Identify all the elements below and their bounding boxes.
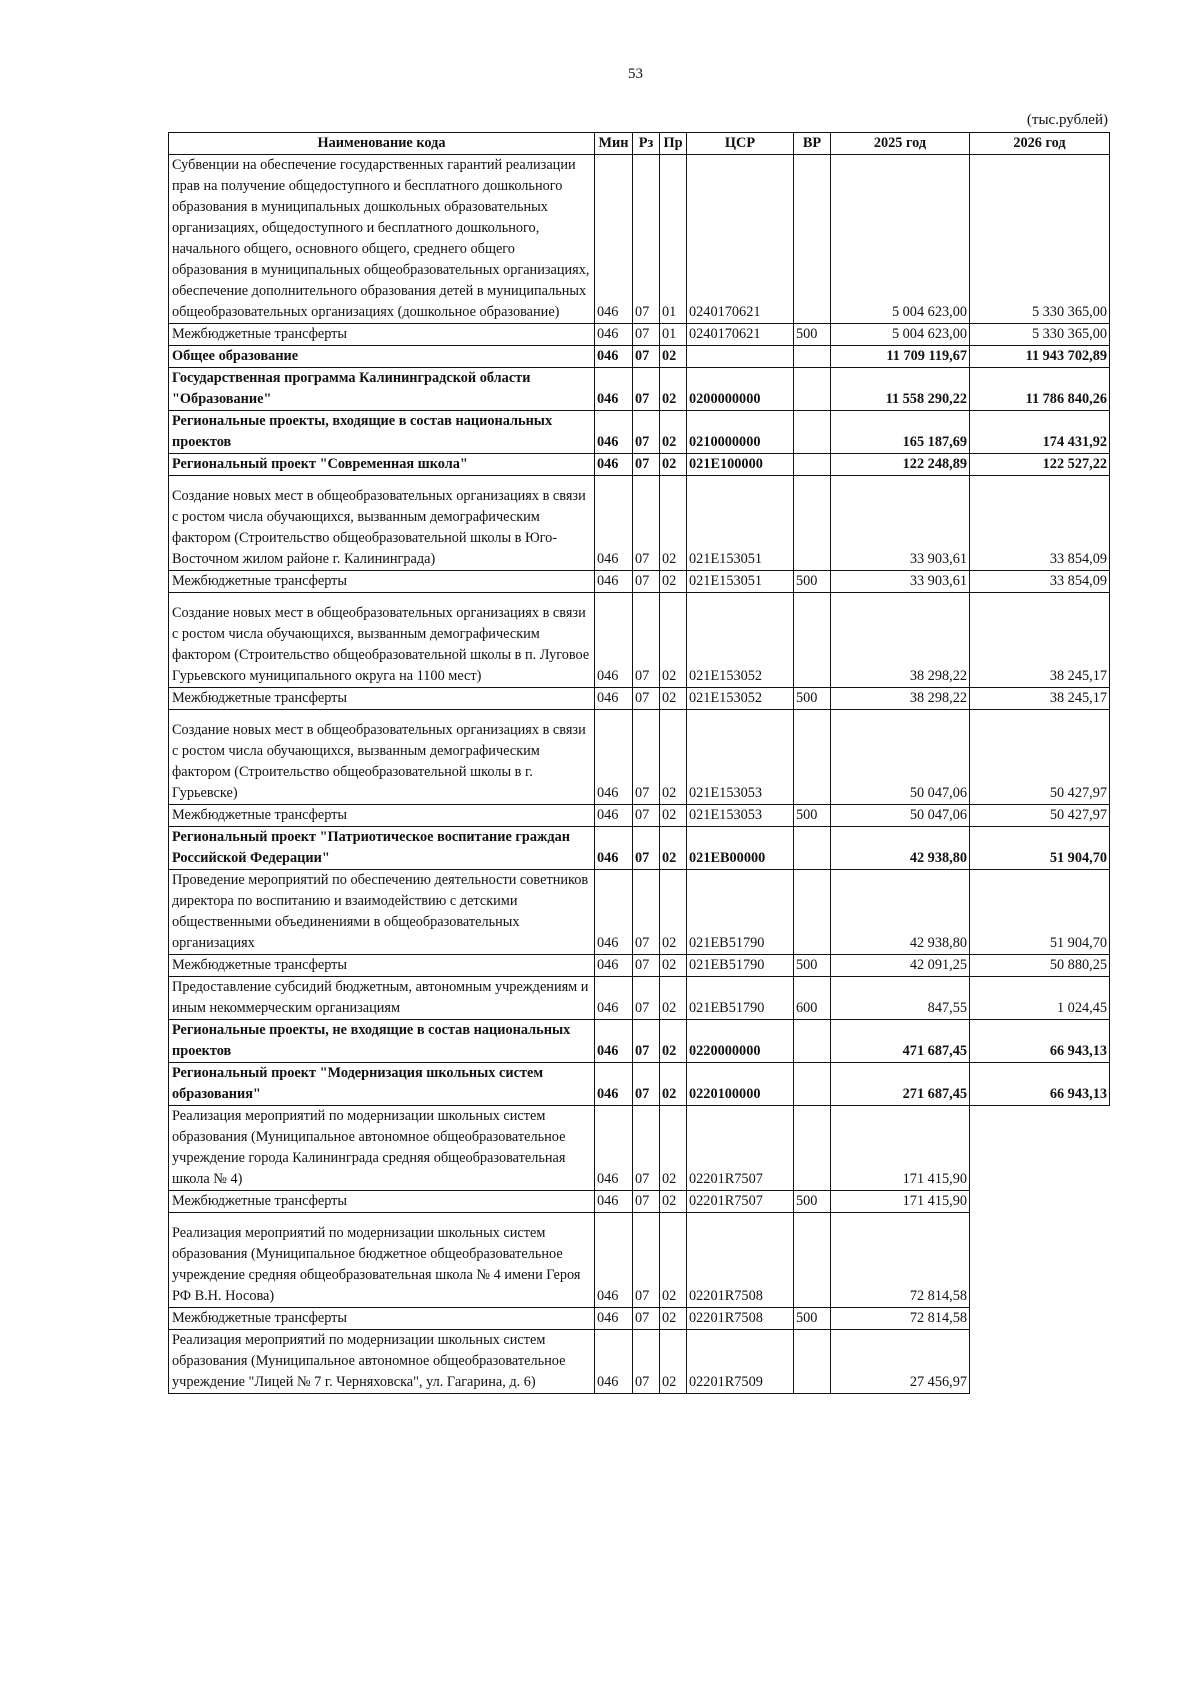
cell-pr: 02: [660, 454, 687, 476]
cell-name: Реализация мероприятий по модернизации школьных систем образования (Муниципальное автономное общеобразовательное учреждение "Лицей № 7 г. Черняховска", ул. Гагарина, д. 6): [169, 1330, 595, 1394]
cell-y2026: 33 854,09: [970, 476, 1110, 571]
cell-csr: 021Е153051: [687, 476, 794, 571]
table-row: [169, 454, 1110, 476]
cell-min: 046: [595, 476, 633, 571]
cell-y2025: 42 091,25: [831, 955, 970, 977]
cell-name: Общее образование: [169, 346, 595, 368]
cell-pr: 02: [660, 593, 687, 688]
header-vr: ВР: [794, 133, 831, 155]
table-row: [169, 368, 1110, 411]
cell-pr: 02: [660, 805, 687, 827]
cell-min: 046: [595, 1020, 633, 1063]
header-rz: Рз: [633, 133, 660, 155]
table-row: [169, 324, 1110, 346]
cell-pr: 02: [660, 571, 687, 593]
cell-vr: [794, 1106, 831, 1191]
cell-y2025: 38 298,22: [831, 688, 970, 710]
cell-name: Создание новых мест в общеобразовательных организациях в связи с ростом числа обучающихся, вызванным демографическим фактором (Строительство общеобразовательной школы в г. Гурьевске): [169, 710, 595, 805]
budget-table: [168, 132, 1110, 1394]
cell-y2025: 171 415,90: [831, 1191, 970, 1213]
table-row: [169, 1106, 1110, 1191]
cell-y2025: 42 938,80: [831, 827, 970, 870]
cell-y2026: 174 431,92: [970, 411, 1110, 454]
cell-y2025: 122 248,89: [831, 454, 970, 476]
cell-pr: 02: [660, 870, 687, 955]
cell-vr: [794, 411, 831, 454]
table-row: [169, 870, 1110, 955]
cell-csr: 021ЕВ51790: [687, 955, 794, 977]
cell-vr: [794, 1213, 831, 1308]
table-row: [169, 827, 1110, 870]
table-row: [169, 411, 1110, 454]
cell-name: Региональный проект "Модернизация школьных систем образования": [169, 1063, 595, 1106]
cell-rz: 07: [633, 1308, 660, 1330]
cell-y2026: [970, 1213, 1110, 1308]
cell-vr: 500: [794, 805, 831, 827]
cell-y2026: 50 427,97: [970, 710, 1110, 805]
cell-min: 046: [595, 454, 633, 476]
cell-pr: 02: [660, 346, 687, 368]
cell-csr: 0210000000: [687, 411, 794, 454]
cell-name: Реализация мероприятий по модернизации школьных систем образования (Муниципальное автономное общеобразовательное учреждение города Калининграда средняя общеобразовательная школа № 4): [169, 1106, 595, 1191]
cell-csr: [687, 346, 794, 368]
cell-csr: 021Е153052: [687, 593, 794, 688]
cell-csr: 02201R7508: [687, 1308, 794, 1330]
cell-min: 046: [595, 688, 633, 710]
header-name: Наименование кода: [169, 133, 595, 155]
cell-min: 046: [595, 955, 633, 977]
cell-csr: 021Е153053: [687, 805, 794, 827]
cell-csr: 02201R7508: [687, 1213, 794, 1308]
cell-rz: 07: [633, 1191, 660, 1213]
cell-pr: 02: [660, 368, 687, 411]
cell-vr: [794, 454, 831, 476]
cell-min: 046: [595, 710, 633, 805]
cell-y2025: 5 004 623,00: [831, 324, 970, 346]
cell-rz: 07: [633, 955, 660, 977]
cell-min: 046: [595, 1330, 633, 1394]
table-row: [169, 1213, 1110, 1308]
table-row: [169, 571, 1110, 593]
cell-csr: 021Е153053: [687, 710, 794, 805]
cell-rz: 07: [633, 805, 660, 827]
cell-rz: 07: [633, 324, 660, 346]
cell-y2026: [970, 1330, 1110, 1394]
cell-name: Межбюджетные трансферты: [169, 1308, 595, 1330]
cell-name: Межбюджетные трансферты: [169, 571, 595, 593]
cell-y2026: 11 943 702,89: [970, 346, 1110, 368]
table-row: [169, 593, 1110, 688]
cell-rz: 07: [633, 1106, 660, 1191]
cell-pr: 02: [660, 1063, 687, 1106]
table-row: [169, 1191, 1110, 1213]
cell-min: 046: [595, 1063, 633, 1106]
cell-vr: 500: [794, 1308, 831, 1330]
cell-min: 046: [595, 827, 633, 870]
cell-pr: 02: [660, 955, 687, 977]
cell-pr: 01: [660, 324, 687, 346]
table-row: [169, 1308, 1110, 1330]
cell-name: Региональные проекты, входящие в состав национальных проектов: [169, 411, 595, 454]
table-row: [169, 977, 1110, 1020]
cell-min: 046: [595, 411, 633, 454]
cell-rz: 07: [633, 454, 660, 476]
cell-csr: 0240170621: [687, 155, 794, 324]
table-row: [169, 1020, 1110, 1063]
cell-min: 046: [595, 1106, 633, 1191]
cell-min: 046: [595, 1213, 633, 1308]
cell-rz: 07: [633, 977, 660, 1020]
cell-rz: 07: [633, 1213, 660, 1308]
cell-csr: 0220000000: [687, 1020, 794, 1063]
cell-y2025: 33 903,61: [831, 476, 970, 571]
cell-min: 046: [595, 593, 633, 688]
cell-y2025: 11 558 290,22: [831, 368, 970, 411]
cell-rz: 07: [633, 870, 660, 955]
table-row: [169, 1330, 1110, 1394]
cell-vr: [794, 346, 831, 368]
cell-pr: 02: [660, 977, 687, 1020]
cell-y2026: 11 786 840,26: [970, 368, 1110, 411]
cell-y2026: 66 943,13: [970, 1020, 1110, 1063]
cell-y2025: 5 004 623,00: [831, 155, 970, 324]
cell-rz: 07: [633, 827, 660, 870]
cell-pr: 02: [660, 1213, 687, 1308]
table-row: [169, 955, 1110, 977]
cell-vr: [794, 1330, 831, 1394]
cell-y2026: 122 527,22: [970, 454, 1110, 476]
cell-pr: 02: [660, 1106, 687, 1191]
cell-rz: 07: [633, 571, 660, 593]
cell-pr: 02: [660, 1191, 687, 1213]
cell-y2025: 27 456,97: [831, 1330, 970, 1394]
table-row: [169, 155, 1110, 324]
table-row: [169, 476, 1110, 571]
cell-y2026: 1 024,45: [970, 977, 1110, 1020]
cell-csr: 021ЕВ51790: [687, 977, 794, 1020]
cell-csr: 021Е153052: [687, 688, 794, 710]
cell-csr: 021Е100000: [687, 454, 794, 476]
cell-y2025: 271 687,45: [831, 1063, 970, 1106]
cell-rz: 07: [633, 1063, 660, 1106]
cell-csr: 02201R7507: [687, 1106, 794, 1191]
cell-rz: 07: [633, 710, 660, 805]
cell-y2025: 847,55: [831, 977, 970, 1020]
cell-name: Региональные проекты, не входящие в состав национальных проектов: [169, 1020, 595, 1063]
cell-name: Реализация мероприятий по модернизации школьных систем образования (Муниципальное бюджетное общеобразовательное учреждение средняя общеобразовательная школа № 4 имени Героя РФ В.Н. Носова): [169, 1213, 595, 1308]
cell-name: Региональный проект "Современная школа": [169, 454, 595, 476]
cell-y2026: 33 854,09: [970, 571, 1110, 593]
cell-min: 046: [595, 368, 633, 411]
cell-min: 046: [595, 805, 633, 827]
table-row: [169, 688, 1110, 710]
table-header-row: [169, 133, 1110, 155]
cell-y2026: 51 904,70: [970, 827, 1110, 870]
cell-pr: 02: [660, 1308, 687, 1330]
cell-y2026: 5 330 365,00: [970, 324, 1110, 346]
cell-name: Субвенции на обеспечение государственных гарантий реализации прав на получение общедоступного и бесплатного дошкольного образования в муниципальных дошкольных образовательных организациях, общедоступного и бесплатного дошкольного, начального общего, основного общего, среднего общего образования в муниципальных общеобразовательных организациях, обеспечение дополнительного образования детей в муниципальных общеобразовательных организациях (дошкольное образование): [169, 155, 595, 324]
cell-y2026: 5 330 365,00: [970, 155, 1110, 324]
cell-min: 046: [595, 870, 633, 955]
cell-pr: 02: [660, 688, 687, 710]
cell-min: 046: [595, 1308, 633, 1330]
header-2026: 2026 год: [970, 133, 1110, 155]
cell-vr: 500: [794, 1191, 831, 1213]
cell-rz: 07: [633, 411, 660, 454]
cell-rz: 07: [633, 1020, 660, 1063]
table-row: [169, 805, 1110, 827]
cell-vr: [794, 1063, 831, 1106]
cell-vr: 500: [794, 688, 831, 710]
cell-y2026: 51 904,70: [970, 870, 1110, 955]
cell-y2025: 38 298,22: [831, 593, 970, 688]
cell-min: 046: [595, 977, 633, 1020]
cell-y2025: 11 709 119,67: [831, 346, 970, 368]
cell-y2025: 165 187,69: [831, 411, 970, 454]
table-row: [169, 1063, 1110, 1106]
cell-csr: 0200000000: [687, 368, 794, 411]
cell-csr: 0220100000: [687, 1063, 794, 1106]
cell-csr: 021ЕВ51790: [687, 870, 794, 955]
cell-name: Межбюджетные трансферты: [169, 688, 595, 710]
cell-name: Государственная программа Калининградской области "Образование": [169, 368, 595, 411]
cell-y2025: 471 687,45: [831, 1020, 970, 1063]
header-min: Мин: [595, 133, 633, 155]
cell-rz: 07: [633, 593, 660, 688]
cell-y2026: 66 943,13: [970, 1063, 1110, 1106]
cell-csr: 02201R7509: [687, 1330, 794, 1394]
cell-y2025: 72 814,58: [831, 1213, 970, 1308]
cell-vr: [794, 870, 831, 955]
cell-y2025: 50 047,06: [831, 805, 970, 827]
cell-vr: 500: [794, 571, 831, 593]
cell-name: Межбюджетные трансферты: [169, 1191, 595, 1213]
cell-y2026: [970, 1191, 1110, 1213]
cell-rz: 07: [633, 346, 660, 368]
cell-vr: [794, 368, 831, 411]
cell-y2026: [970, 1308, 1110, 1330]
cell-pr: 02: [660, 710, 687, 805]
cell-pr: 02: [660, 411, 687, 454]
header-pr: Пр: [660, 133, 687, 155]
cell-csr: 021Е153051: [687, 571, 794, 593]
cell-name: Создание новых мест в общеобразовательных организациях в связи с ростом числа обучающихся, вызванным демографическим фактором (Строительство общеобразовательной школы в п. Луговое Гурьевского муниципального округа на 1100 мест): [169, 593, 595, 688]
cell-name: Межбюджетные трансферты: [169, 324, 595, 346]
cell-pr: 02: [660, 827, 687, 870]
cell-y2025: 50 047,06: [831, 710, 970, 805]
cell-name: Проведение мероприятий по обеспечению деятельности советников директора по воспитанию и взаимодействию с детскими общественными объединениями в общеобразовательных организациях: [169, 870, 595, 955]
cell-y2025: 33 903,61: [831, 571, 970, 593]
cell-vr: [794, 710, 831, 805]
cell-rz: 07: [633, 688, 660, 710]
table-row: [169, 710, 1110, 805]
cell-csr: 02201R7507: [687, 1191, 794, 1213]
cell-name: Межбюджетные трансферты: [169, 955, 595, 977]
cell-csr: 021ЕВ00000: [687, 827, 794, 870]
cell-y2025: 42 938,80: [831, 870, 970, 955]
header-2025: 2025 год: [831, 133, 970, 155]
cell-vr: [794, 1020, 831, 1063]
cell-y2026: 38 245,17: [970, 688, 1110, 710]
cell-vr: [794, 593, 831, 688]
cell-vr: [794, 827, 831, 870]
cell-y2026: 38 245,17: [970, 593, 1110, 688]
cell-name: Региональный проект "Патриотическое воспитание граждан Российской Федерации": [169, 827, 595, 870]
cell-rz: 07: [633, 1330, 660, 1394]
cell-min: 046: [595, 324, 633, 346]
cell-csr: 0240170621: [687, 324, 794, 346]
cell-vr: [794, 476, 831, 571]
cell-pr: 02: [660, 1020, 687, 1063]
cell-rz: 07: [633, 476, 660, 571]
cell-name: Предоставление субсидий бюджетным, автономным учреждениям и иным некоммерческим организациям: [169, 977, 595, 1020]
units-label: (тыс.рублей): [1026, 112, 1108, 128]
page-number: 53: [628, 66, 643, 82]
cell-pr: 02: [660, 1330, 687, 1394]
cell-rz: 07: [633, 155, 660, 324]
cell-y2026: 50 427,97: [970, 805, 1110, 827]
cell-pr: 01: [660, 155, 687, 324]
cell-y2026: [970, 1106, 1110, 1191]
cell-y2025: 171 415,90: [831, 1106, 970, 1191]
cell-min: 046: [595, 571, 633, 593]
cell-vr: 500: [794, 324, 831, 346]
cell-vr: [794, 155, 831, 324]
cell-rz: 07: [633, 368, 660, 411]
cell-name: Создание новых мест в общеобразовательных организациях в связи с ростом числа обучающихся, вызванным демографическим фактором (Строительство общеобразовательной школы в Юго-Восточном жилом районе г. Калининграда): [169, 476, 595, 571]
cell-min: 046: [595, 346, 633, 368]
cell-vr: 600: [794, 977, 831, 1020]
cell-min: 046: [595, 1191, 633, 1213]
cell-min: 046: [595, 155, 633, 324]
cell-pr: 02: [660, 476, 687, 571]
header-csr: ЦСР: [687, 133, 794, 155]
table-row: [169, 346, 1110, 368]
cell-vr: 500: [794, 955, 831, 977]
cell-y2026: 50 880,25: [970, 955, 1110, 977]
cell-name: Межбюджетные трансферты: [169, 805, 595, 827]
cell-y2025: 72 814,58: [831, 1308, 970, 1330]
